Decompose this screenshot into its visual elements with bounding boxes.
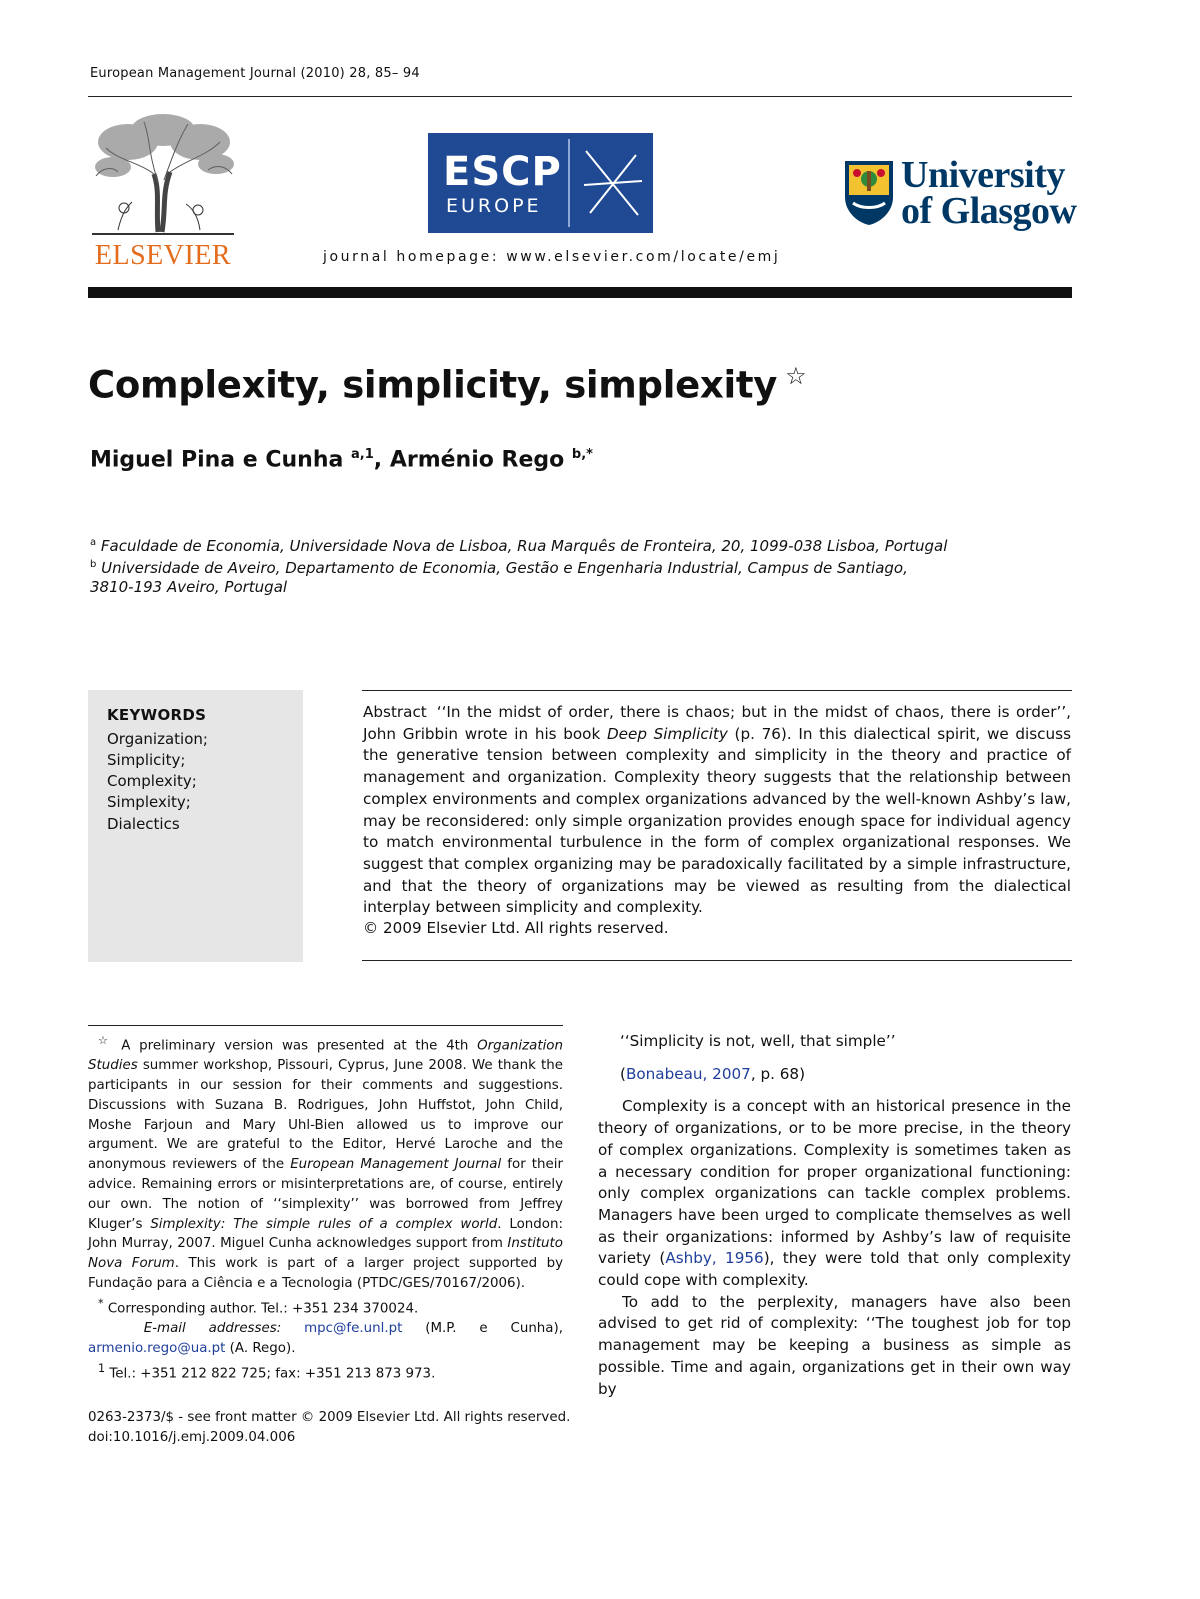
escp-star-icon xyxy=(576,141,648,225)
keyword-item: Simplicity; xyxy=(107,751,186,769)
epigraph: ‘‘Simplicity is not, well, that simple’’ xyxy=(620,1032,896,1050)
affiliation-b-cont xyxy=(90,576,287,598)
footnote-text: A preliminary version was presented at the 4th xyxy=(112,1038,478,1054)
affiliation-text: 3810-193 Aveiro, Portugal xyxy=(90,578,288,596)
citation-text: , p. 68) xyxy=(750,1064,806,1083)
elsevier-logo xyxy=(88,112,238,277)
footnote-text: summer workshop, Pissouri, Cyprus, June 2008. We thank the participants in our session for their comments and suggestions. Discussions with Suzana B. Rodrigues, John Huffstot, John Child, Moshe Farjoun and Mary Uhl-Bien allowed us to improve our argument. We are grateful to the Editor, Hervé Laroche and the anonymous reviewers of the xyxy=(88,1058,563,1173)
keyword-item: Simplexity; xyxy=(107,793,191,811)
email-link[interactable]: mpc@fe.unl.pt xyxy=(304,1321,403,1337)
affiliation-marker: a xyxy=(90,537,97,548)
footnote-text: (M.P. e Cunha), xyxy=(402,1321,563,1337)
body-paragraph: To add to the perplexity, managers have also been advised to get rid of complexity: ‘‘The toughest job for top management may be keeping a business as simple as possible. Time and again, organizations get in their own way by xyxy=(598,1292,1071,1398)
header-thick-rule xyxy=(88,287,1072,298)
doi-line[interactable]: doi:10.1016/j.emj.2009.04.006 xyxy=(88,1430,296,1445)
epigraph-citation xyxy=(598,1064,1071,1086)
abstract xyxy=(363,702,1071,919)
abstract-top-rule xyxy=(362,690,1072,691)
footnote-marker: ☆ xyxy=(98,1034,113,1047)
escp-wordmark: ESCP xyxy=(443,149,562,195)
footnote-text: Corresponding author. Tel.: +351 234 370024. xyxy=(103,1301,419,1317)
elsevier-wordmark: ELSEVIER xyxy=(94,240,232,271)
footnote-text: Tel.: +351 212 822 725; fax: +351 213 873 973. xyxy=(105,1366,436,1382)
paragraph-text: Complexity is a concept with an historical presence in the theory of organizations, or to be more precise, in the theory of complex organizations. Complexity is sometimes taken as a necessary condition for proper organizational functioning: only complex organizations can tackle complex problems. Managers have been urged to complicate themselves as well as their organizations: informed by Ashby’s law of requisite variety ( xyxy=(598,1097,1071,1268)
body-paragraph xyxy=(598,1096,1071,1291)
affiliation-marker: b xyxy=(90,559,97,570)
glasgow-wordmark-line1: University xyxy=(901,154,1065,196)
footnote-tel xyxy=(88,1359,563,1384)
author-affiliation-marker[interactable]: a,1 xyxy=(351,447,374,462)
footnote-text: . This work is part of a larger project supported by Fundação para a Ciência e a Tecnologia (PTDC/GES/70167/2006). xyxy=(88,1256,563,1292)
keyword-item: Dialectics xyxy=(107,815,180,833)
glasgow-wordmark-line2: of Glasgow xyxy=(901,190,1077,232)
author-separator: , xyxy=(373,447,390,473)
footnote-italic: European Management Journal xyxy=(290,1157,502,1173)
footnote-text: (A. Rego). xyxy=(225,1340,296,1356)
author-name: Arménio Rego xyxy=(389,447,565,473)
footnote-corresponding xyxy=(88,1294,563,1319)
university-of-glasgow-logo xyxy=(843,155,1075,231)
footnote-emails xyxy=(88,1319,563,1359)
citation-link[interactable]: Ashby, 1956 xyxy=(665,1249,764,1268)
article-title xyxy=(88,362,806,406)
keyword-item: Organization; xyxy=(107,730,208,748)
email-link[interactable]: armenio.rego@ua.pt xyxy=(88,1340,226,1356)
title-footnote-marker[interactable]: ☆ xyxy=(785,362,807,390)
title-text: Complexity, simplicity, simplexity xyxy=(88,363,778,407)
affiliation-text: Faculdade de Economia, Universidade Nova de Lisboa, Rua Marquês de Fronteira, 20, 1099-038 Lisboa, Portugal xyxy=(100,537,948,555)
author-affiliation-marker[interactable]: b,* xyxy=(571,447,593,462)
footnote-italic: Organization Studies xyxy=(88,1038,563,1074)
escp-europe-logo xyxy=(428,133,653,233)
abstract-book-title: Deep Simplicity xyxy=(606,724,728,743)
footnotes xyxy=(88,1031,563,1384)
abstract-text: (p. 76). In this dialectical spirit, we discuss the generative tension between complexity and simplicity in the theory and practice of management and organization. Complexity theory suggests that the relationship between complex environments and complex organizations advanced by the well-known Ashby’s law, may be reconsidered: only simple organization provides enough space for individual agency to match environmental turbulence in the form of complex organizational responses. We suggest that complex organizing may be paradoxically facilitated by a simple infrastructure, and that the theory of organizations may be viewed as resulting from the dialectical interplay between simplicity and complexity. xyxy=(363,724,1071,917)
escp-subtitle: EUROPE xyxy=(446,195,542,217)
footnote-italic: Simplexity: The simple rules of a complex world xyxy=(150,1216,498,1232)
footnote-rule xyxy=(88,1025,563,1026)
journal-homepage-link[interactable]: journal homepage: www.elsevier.com/locate/emj xyxy=(323,249,781,265)
footnote-italic: Instituto Nova Forum xyxy=(88,1236,563,1272)
escp-divider xyxy=(568,139,570,227)
email-label: E-mail addresses: xyxy=(143,1321,282,1337)
author-list xyxy=(90,447,593,472)
paragraph-text: ), they were told that only complexity could cope with complexity. xyxy=(598,1249,1071,1290)
affiliation-text: Universidade de Aveiro, Departamento de Economia, Gestão e Engenharia Industrial, Campus de Santiago, xyxy=(101,559,908,577)
body-column xyxy=(598,1031,1071,1400)
citation-paren: ( xyxy=(620,1064,626,1083)
author-name: Miguel Pina e Cunha xyxy=(90,447,344,473)
header-rule xyxy=(88,96,1072,97)
footnote-text: for their advice. Remaining errors or misinterpretations are, of course, entirely our own. The notion of ‘‘simplexity’’ was borrowed from Jeffrey Kluger’s xyxy=(88,1157,563,1232)
issn-line: 0263-2373/$ - see front matter © 2009 Elsevier Ltd. All rights reserved. xyxy=(88,1410,571,1425)
keywords-heading: KEYWORDS xyxy=(107,706,207,724)
footnote-text: . London: John Murray, 2007. Miguel Cunha acknowledges support from xyxy=(88,1216,563,1252)
abstract-label: Abstract xyxy=(363,703,427,721)
footnote-star xyxy=(88,1031,563,1294)
citation-link[interactable]: Bonabeau, 2007 xyxy=(625,1064,751,1083)
glasgow-crest-icon xyxy=(843,157,895,227)
abstract-bottom-rule xyxy=(362,960,1072,961)
footnote-marker: 1 xyxy=(98,1361,106,1375)
abstract-copyright: © 2009 Elsevier Ltd. All rights reserved. xyxy=(363,919,669,937)
footnote-marker: * xyxy=(98,1296,104,1310)
elsevier-tree-icon xyxy=(88,112,238,237)
keywords-box xyxy=(88,690,303,962)
front-matter xyxy=(88,1408,570,1448)
journal-reference: European Management Journal (2010) 28, 85– 94 xyxy=(90,66,420,81)
keyword-item: Complexity; xyxy=(107,772,197,790)
abstract-text: ‘‘In the midst of order, there is chaos; but in the midst of chaos, there is order’’, John Gribbin wrote in his book xyxy=(363,703,1071,743)
